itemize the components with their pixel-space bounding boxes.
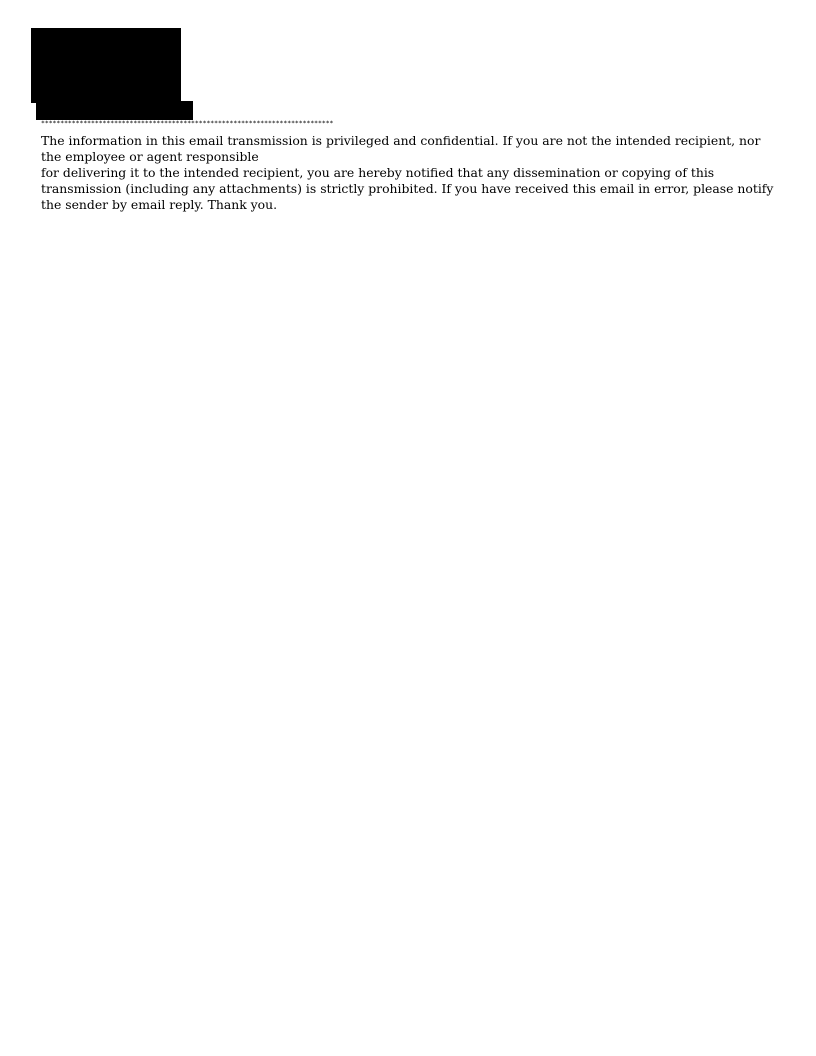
disclaimer-paragraph: for delivering it to the intended recipient, you are hereby notified that any dissemination or copying of this transmission (including any attachments) is strictly prohibited. If you have received this email in error, please notify the sender by email reply. Thank you. [41,165,774,212]
redaction-block [36,101,193,120]
separator-line: **************************************************************************** [41,119,334,127]
redaction-block [31,28,181,103]
disclaimer-paragraph: The information in this email transmission is privileged and confidential. If you are not the intended recipient, nor the employee or agent responsible [41,133,761,164]
confidentiality-disclaimer [41,133,781,213]
